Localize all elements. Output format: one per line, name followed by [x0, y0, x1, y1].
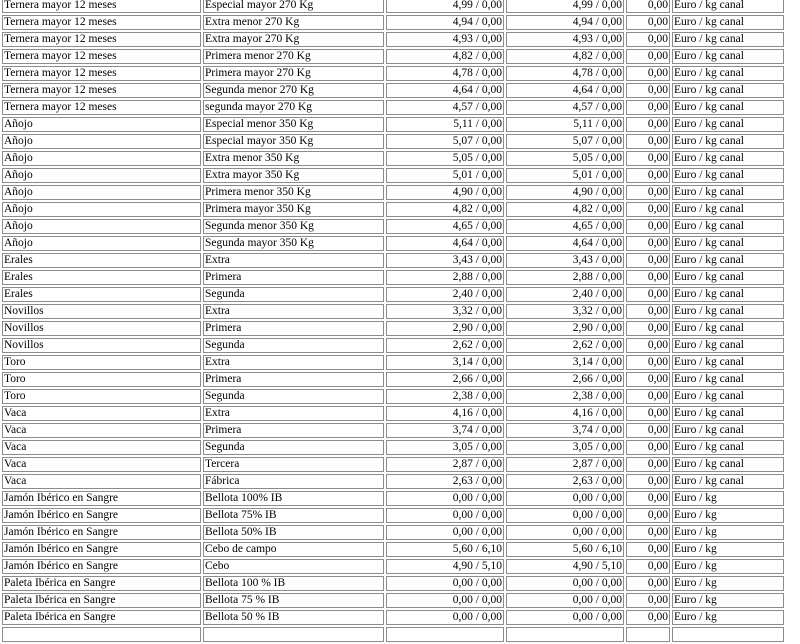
table-row [2, 202, 784, 217]
previous-price-cell: 4,90 / 5,10 [506, 559, 624, 574]
category-cell: Jamón Ibérico en Sangre [2, 491, 201, 506]
variation-cell: 0,00 [626, 219, 670, 234]
price-range-cell: 5,11 / 0,00 [386, 117, 504, 132]
variation-cell: 0,00 [626, 202, 670, 217]
grade-cell: Cebo de campo [203, 542, 384, 557]
grade-cell: Primera mayor 350 Kg [203, 202, 384, 217]
unit-cell: Euro / kg canal [672, 117, 784, 132]
variation-cell: 0,00 [626, 270, 670, 285]
category-cell: Jamón Ibérico en Sangre [2, 559, 201, 574]
price-range-cell: 3,14 / 0,00 [386, 355, 504, 370]
grade-cell: Segunda [203, 389, 384, 404]
price-range-cell: 4,57 / 0,00 [386, 100, 504, 115]
unit-cell: Euro / kg canal [672, 321, 784, 336]
unit-cell: Euro / kg canal [672, 168, 784, 183]
price-range-cell: 0,00 / 0,00 [386, 610, 504, 625]
table-row [2, 355, 784, 370]
variation-cell: 0,00 [626, 610, 670, 625]
variation-cell: 0,00 [626, 236, 670, 251]
grade-cell: Primera [203, 270, 384, 285]
grade-cell: Extra [203, 355, 384, 370]
price-range-cell: 5,60 / 6,10 [386, 542, 504, 557]
grade-cell: Primera mayor 270 Kg [203, 66, 384, 81]
table-row [2, 100, 784, 115]
price-range-cell: 3,05 / 0,00 [386, 440, 504, 455]
category-cell: Añojo [2, 134, 201, 149]
unit-cell: Euro / kg canal [672, 134, 784, 149]
variation-cell: 0,00 [626, 134, 670, 149]
unit-cell: Euro / kg canal [672, 355, 784, 370]
previous-price-cell: 2,87 / 0,00 [506, 457, 624, 472]
previous-price-cell: 2,62 / 0,00 [506, 338, 624, 353]
price-range-cell: 2,40 / 0,00 [386, 287, 504, 302]
price-range-cell: 4,94 / 0,00 [386, 15, 504, 30]
unit-cell: Euro / kg canal [672, 389, 784, 404]
grade-cell: Especial menor 350 Kg [203, 117, 384, 132]
previous-price-cell: 0,00 / 0,00 [506, 576, 624, 591]
unit-cell: Euro / kg canal [672, 457, 784, 472]
previous-price-cell: 4,64 / 0,00 [506, 236, 624, 251]
variation-cell: 0,00 [626, 525, 670, 540]
table-row [2, 576, 784, 591]
unit-cell: Euro / kg [672, 491, 784, 506]
previous-price-cell: 2,38 / 0,00 [506, 389, 624, 404]
previous-price-cell: 3,05 / 0,00 [506, 440, 624, 455]
table-row [2, 508, 784, 523]
unit-cell: Euro / kg canal [672, 15, 784, 30]
previous-price-cell: 4,99 / 0,00 [506, 0, 624, 13]
grade-cell: Extra [203, 406, 384, 421]
table-row [2, 593, 784, 608]
price-range-cell: 4,65 / 0,00 [386, 219, 504, 234]
unit-cell: Euro / kg canal [672, 304, 784, 319]
category-cell: Erales [2, 253, 201, 268]
variation-cell: 0,00 [626, 508, 670, 523]
unit-cell: Euro / kg [672, 525, 784, 540]
grade-cell: Tercera [203, 457, 384, 472]
previous-price-cell: 3,74 / 0,00 [506, 423, 624, 438]
grade-cell: Extra menor 350 Kg [203, 151, 384, 166]
price-range-cell: 0,00 / 0,00 [386, 491, 504, 506]
variation-cell: 0,00 [626, 66, 670, 81]
category-cell: Paleta Ibérica en Sangre [2, 610, 201, 625]
price-range-cell: 4,64 / 0,00 [386, 236, 504, 251]
grade-cell: Segunda menor 350 Kg [203, 219, 384, 234]
category-cell: Toro [2, 389, 201, 404]
price-range-cell: 4,99 / 0,00 [386, 0, 504, 13]
grade-cell: Extra mayor 350 Kg [203, 168, 384, 183]
category-cell: Añojo [2, 236, 201, 251]
unit-cell: Euro / kg canal [672, 0, 784, 13]
price-range-cell: 3,74 / 0,00 [386, 423, 504, 438]
variation-cell: 0,00 [626, 83, 670, 98]
previous-price-cell: 2,63 / 0,00 [506, 474, 624, 489]
unit-cell: Euro / kg [672, 542, 784, 557]
table-row [2, 66, 784, 81]
price-range-cell: 5,01 / 0,00 [386, 168, 504, 183]
price-range-cell: 2,66 / 0,00 [386, 372, 504, 387]
unit-cell: Euro / kg canal [672, 253, 784, 268]
unit-cell: Euro / kg canal [672, 270, 784, 285]
category-cell: Jamón Ibérico en Sangre [2, 542, 201, 557]
variation-cell: 0,00 [626, 389, 670, 404]
category-cell: Añojo [2, 117, 201, 132]
unit-cell: Euro / kg canal [672, 100, 784, 115]
grade-cell: Segunda menor 270 Kg [203, 83, 384, 98]
category-cell: Añojo [2, 185, 201, 200]
variation-cell: 0,00 [626, 0, 670, 13]
unit-cell: Euro / kg canal [672, 185, 784, 200]
table-row [2, 15, 784, 30]
category-cell: Vaca [2, 474, 201, 489]
table-row [2, 406, 784, 421]
category-cell: Ternera mayor 12 meses [2, 15, 201, 30]
variation-cell: 0,00 [626, 423, 670, 438]
price-range-cell: 4,93 / 0,00 [386, 32, 504, 47]
previous-price-cell: 4,93 / 0,00 [506, 32, 624, 47]
variation-cell: 0,00 [626, 15, 670, 30]
unit-cell: Euro / kg canal [672, 372, 784, 387]
variation-cell: 0,00 [626, 406, 670, 421]
price-range-cell: 4,16 / 0,00 [386, 406, 504, 421]
variation-cell: 0,00 [626, 338, 670, 353]
category-cell: Añojo [2, 219, 201, 234]
variation-cell: 0,00 [626, 32, 670, 47]
table-row [2, 134, 784, 149]
table-row [2, 610, 784, 625]
previous-price-cell: 2,40 / 0,00 [506, 287, 624, 302]
variation-cell: 0,00 [626, 117, 670, 132]
price-range-cell: 0,00 / 0,00 [386, 508, 504, 523]
unit-cell: Euro / kg canal [672, 202, 784, 217]
price-range-cell: 2,88 / 0,00 [386, 270, 504, 285]
variation-cell: 0,00 [626, 491, 670, 506]
category-cell: Jamón Ibérico en Sangre [2, 508, 201, 523]
previous-price-cell: 0,00 / 0,00 [506, 508, 624, 523]
unit-cell: Euro / kg canal [672, 287, 784, 302]
grade-cell: Segunda [203, 287, 384, 302]
category-cell: Vaca [2, 423, 201, 438]
price-range-cell: 2,90 / 0,00 [386, 321, 504, 336]
grade-cell: Bellota 50% IB [203, 525, 384, 540]
price-range-cell: 4,82 / 0,00 [386, 49, 504, 64]
grade-cell: Extra [203, 253, 384, 268]
variation-cell: 0,00 [626, 49, 670, 64]
category-cell: Erales [2, 270, 201, 285]
previous-price-cell: 4,94 / 0,00 [506, 15, 624, 30]
variation-cell: 0,00 [626, 372, 670, 387]
category-cell: Añojo [2, 202, 201, 217]
table-row [2, 253, 784, 268]
grade-cell: Fábrica [203, 474, 384, 489]
table-row [2, 270, 784, 285]
previous-price-cell: 2,66 / 0,00 [506, 372, 624, 387]
price-range-cell: 4,82 / 0,00 [386, 202, 504, 217]
grade-cell: Bellota 50 % IB [203, 610, 384, 625]
table-row [2, 338, 784, 353]
previous-price-cell: 5,60 / 6,10 [506, 542, 624, 557]
category-cell: Jamón Ibérico en Sangre [2, 525, 201, 540]
table-row [2, 457, 784, 472]
table-row [2, 168, 784, 183]
table-row [2, 389, 784, 404]
grade-cell: Segunda [203, 440, 384, 455]
previous-price-cell: 4,82 / 0,00 [506, 49, 624, 64]
variation-cell: 0,00 [626, 440, 670, 455]
price-range-cell: 2,87 / 0,00 [386, 457, 504, 472]
grade-cell: Segunda mayor 350 Kg [203, 236, 384, 251]
table-row [2, 542, 784, 557]
variation-cell: 0,00 [626, 457, 670, 472]
unit-cell: Euro / kg canal [672, 474, 784, 489]
category-cell: Paleta Ibérica en Sangre [2, 576, 201, 591]
previous-price-cell: 4,64 / 0,00 [506, 83, 624, 98]
grade-cell: Especial mayor 350 Kg [203, 134, 384, 149]
category-cell: Novillos [2, 338, 201, 353]
table-row [2, 0, 784, 13]
category-cell: Novillos [2, 304, 201, 319]
unit-cell: Euro / kg canal [672, 440, 784, 455]
price-table-body [2, 0, 784, 642]
variation-cell: 0,00 [626, 100, 670, 115]
table-row [2, 219, 784, 234]
grade-cell: segunda mayor 270 Kg [203, 100, 384, 115]
unit-cell: Euro / kg canal [672, 151, 784, 166]
table-row [2, 32, 784, 47]
variation-cell: 0,00 [626, 559, 670, 574]
table-row [2, 49, 784, 64]
previous-price-cell: 5,11 / 0,00 [506, 117, 624, 132]
price-range-cell: 0,00 / 0,00 [386, 593, 504, 608]
table-row [2, 423, 784, 438]
category-cell: Toro [2, 372, 201, 387]
table-row [2, 372, 784, 387]
price-range-cell: 2,38 / 0,00 [386, 389, 504, 404]
previous-price-cell: 4,82 / 0,00 [506, 202, 624, 217]
variation-cell: 0,00 [626, 355, 670, 370]
grade-cell: Primera [203, 372, 384, 387]
grade-cell: Extra mayor 270 Kg [203, 32, 384, 47]
previous-price-cell: 5,01 / 0,00 [506, 168, 624, 183]
previous-price-cell: 0,00 / 0,00 [506, 593, 624, 608]
category-cell: Añojo [2, 168, 201, 183]
grade-cell: Bellota 100 % IB [203, 576, 384, 591]
variation-cell: 0,00 [626, 151, 670, 166]
variation-cell: 0,00 [626, 253, 670, 268]
table-row [2, 287, 784, 302]
previous-price-cell: 0,00 / 0,00 [506, 610, 624, 625]
table-row [2, 185, 784, 200]
category-cell: Vaca [2, 457, 201, 472]
table-row [2, 304, 784, 319]
grade-cell: Especial mayor 270 Kg [203, 0, 384, 13]
previous-price-cell: 4,57 / 0,00 [506, 100, 624, 115]
unit-cell: Euro / kg [672, 593, 784, 608]
unit-cell: Euro / kg [672, 508, 784, 523]
unit-cell: Euro / kg canal [672, 338, 784, 353]
grade-cell: Primera [203, 423, 384, 438]
grade-cell: Bellota 75 % IB [203, 593, 384, 608]
previous-price-cell: 4,78 / 0,00 [506, 66, 624, 81]
category-cell: Vaca [2, 406, 201, 421]
grade-cell: Extra menor 270 Kg [203, 15, 384, 30]
grade-cell: Segunda [203, 338, 384, 353]
table-row [2, 525, 784, 540]
previous-price-cell: 5,05 / 0,00 [506, 151, 624, 166]
variation-cell: 0,00 [626, 168, 670, 183]
category-cell: Ternera mayor 12 meses [2, 83, 201, 98]
previous-price-cell: 2,88 / 0,00 [506, 270, 624, 285]
grade-cell: Primera menor 270 Kg [203, 49, 384, 64]
previous-price-cell: 3,14 / 0,00 [506, 355, 624, 370]
previous-price-cell: 0,00 / 0,00 [506, 525, 624, 540]
unit-cell: Euro / kg canal [672, 423, 784, 438]
price-range-cell: 4,90 / 5,10 [386, 559, 504, 574]
table-row [2, 117, 784, 132]
unit-cell: Euro / kg canal [672, 236, 784, 251]
category-cell: Toro [2, 355, 201, 370]
price-range-cell: 4,78 / 0,00 [386, 66, 504, 81]
price-range-cell: 3,32 / 0,00 [386, 304, 504, 319]
table-row [2, 83, 784, 98]
price-range-cell: 3,43 / 0,00 [386, 253, 504, 268]
price-range-cell: 5,07 / 0,00 [386, 134, 504, 149]
variation-cell: 0,00 [626, 542, 670, 557]
price-range-cell: 0,00 / 0,00 [386, 525, 504, 540]
category-cell: Ternera mayor 12 meses [2, 66, 201, 81]
table-row [2, 151, 784, 166]
unit-cell: Euro / kg canal [672, 406, 784, 421]
table-row [2, 559, 784, 574]
previous-price-cell: 4,65 / 0,00 [506, 219, 624, 234]
grade-cell: Primera menor 350 Kg [203, 185, 384, 200]
previous-price-cell: 4,16 / 0,00 [506, 406, 624, 421]
category-cell: Vaca [2, 440, 201, 455]
previous-price-cell: 5,07 / 0,00 [506, 134, 624, 149]
price-range-cell: 2,62 / 0,00 [386, 338, 504, 353]
previous-price-cell: 0,00 / 0,00 [506, 491, 624, 506]
category-cell: Ternera mayor 12 meses [2, 100, 201, 115]
price-range-cell: 2,63 / 0,00 [386, 474, 504, 489]
grade-cell: Primera [203, 321, 384, 336]
price-range-cell: 4,64 / 0,00 [386, 83, 504, 98]
unit-cell: Euro / kg canal [672, 66, 784, 81]
table-row [2, 321, 784, 336]
unit-cell: Euro / kg canal [672, 83, 784, 98]
table-row [2, 474, 784, 489]
category-cell: Añojo [2, 151, 201, 166]
category-cell: Ternera mayor 12 meses [2, 49, 201, 64]
variation-cell: 0,00 [626, 576, 670, 591]
variation-cell: 0,00 [626, 321, 670, 336]
previous-price-cell: 3,32 / 0,00 [506, 304, 624, 319]
table-row [2, 236, 784, 251]
category-cell: Novillos [2, 321, 201, 336]
unit-cell: Euro / kg canal [672, 219, 784, 234]
variation-cell: 0,00 [626, 304, 670, 319]
table-row [2, 491, 784, 506]
category-cell: Erales [2, 287, 201, 302]
category-cell: Ternera mayor 12 meses [2, 32, 201, 47]
unit-cell: Euro / kg canal [672, 49, 784, 64]
previous-price-cell: 4,90 / 0,00 [506, 185, 624, 200]
grade-cell: Bellota 75% IB [203, 508, 384, 523]
variation-cell: 0,00 [626, 474, 670, 489]
grade-cell: Extra [203, 304, 384, 319]
category-cell: Paleta Ibérica en Sangre [2, 593, 201, 608]
previous-price-cell: 2,90 / 0,00 [506, 321, 624, 336]
price-range-cell: 0,00 / 0,00 [386, 576, 504, 591]
price-range-cell: 5,05 / 0,00 [386, 151, 504, 166]
unit-cell: Euro / kg [672, 559, 784, 574]
variation-cell: 0,00 [626, 593, 670, 608]
unit-cell: Euro / kg canal [672, 32, 784, 47]
grade-cell: Bellota 100% IB [203, 491, 384, 506]
price-range-cell: 4,90 / 0,00 [386, 185, 504, 200]
variation-cell: 0,00 [626, 287, 670, 302]
grade-cell: Cebo [203, 559, 384, 574]
unit-cell: Euro / kg [672, 576, 784, 591]
category-cell: Ternera mayor 12 meses [2, 0, 201, 13]
unit-cell: Euro / kg [672, 610, 784, 625]
previous-price-cell: 3,43 / 0,00 [506, 253, 624, 268]
variation-cell: 0,00 [626, 185, 670, 200]
table-row [2, 440, 784, 455]
